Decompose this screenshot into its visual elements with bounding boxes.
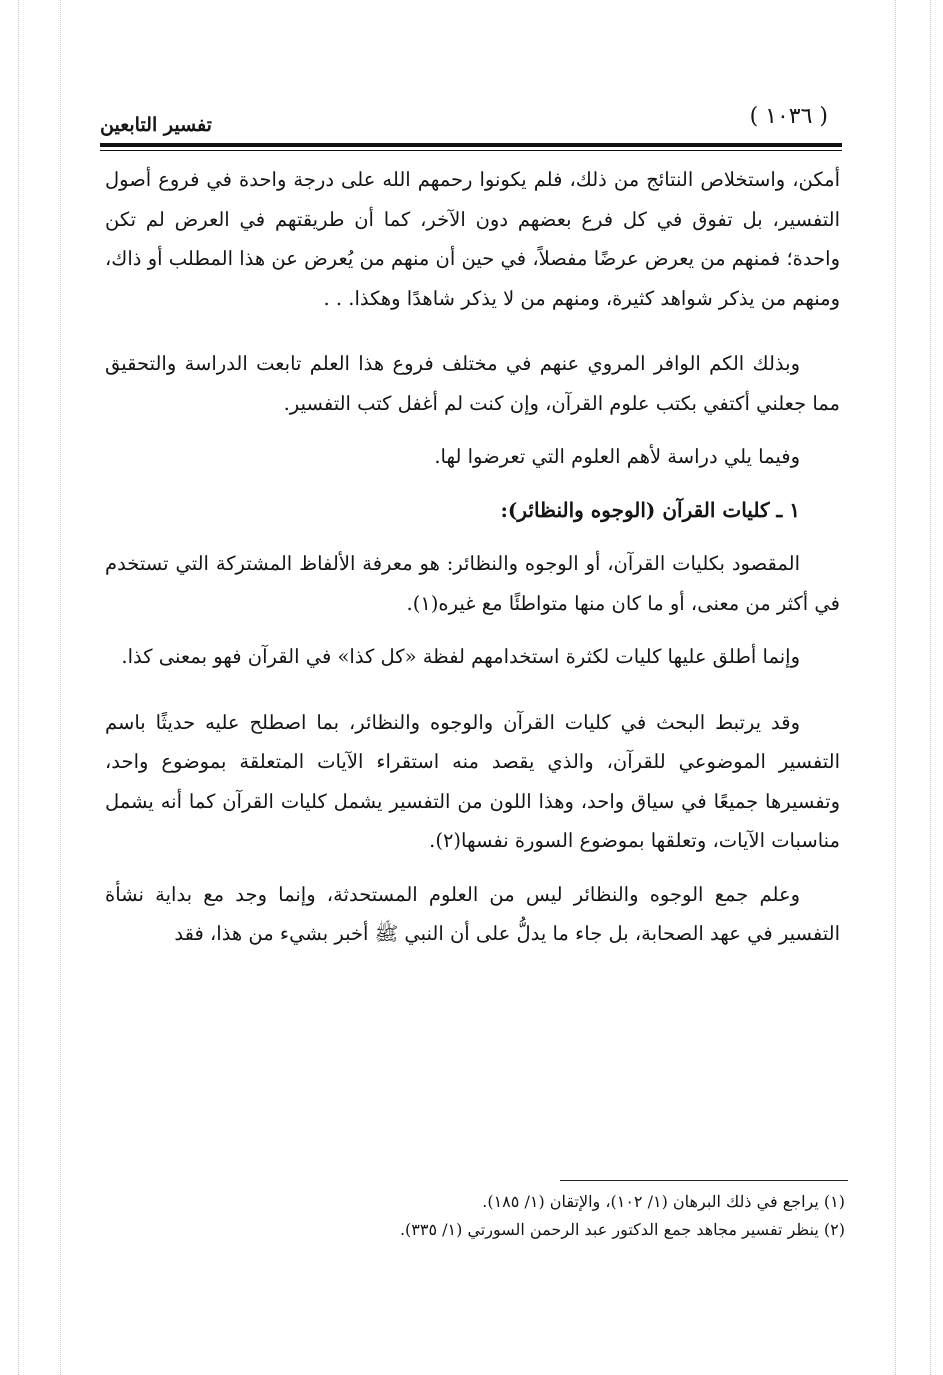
header-rule-thin [100, 150, 842, 151]
header-rule-thick [100, 143, 842, 147]
paragraph: وبذلك الكم الوافر المروي عنهم في مختلف فروع هذا العلم تابعت الدراسة والتحقيق مما جعلني أكتفي بكتب علوم القرآن، وإن كنت لم أغفل كتب التفسير. [105, 352, 840, 415]
page-header [100, 96, 840, 148]
main-text [105, 160, 840, 954]
footnotes [105, 1188, 845, 1244]
paragraph: وإنما أطلق عليها كليات لكثرة استخدامهم لفظة «كل كذا» في القرآن فهو بمعنى كذا. [121, 645, 800, 668]
paragraph: المقصود بكليات القرآن، أو الوجوه والنظائر: هو معرفة الألفاظ المشتركة التي تستخدم في أكثر من معنى، أو ما كان منها متواطئًا مع غيره(١). [105, 552, 840, 615]
section-heading: ١ ـ كليات القرآن (الوجوه والنظائر): [500, 497, 800, 522]
page-number: ( ١٠٣٦ ) [749, 104, 828, 129]
footnote-separator [560, 1180, 848, 1181]
footnote: (١) يراجع في ذلك البرهان (١/ ١٠٢)، والإتقان (١/ ١٨٥). [482, 1192, 845, 1211]
book-title: تفسير التابعين [100, 114, 212, 136]
paragraph: وفيما يلي دراسة لأهم العلوم التي تعرضوا لها. [434, 445, 800, 468]
footnote: (٢) ينظر تفسير مجاهد جمع الدكتور عبد الرحمن السورتي (١/ ٣٣٥). [399, 1220, 845, 1239]
paragraph: وقد يرتبط البحث في كليات القرآن والوجوه والنظائر، بما اصطلح عليه حديثًا باسم التفسير الموضوعي للقرآن، والذي يقصد منه استقراء الآيات المتعلقة بموضوع واحد، وتفسيرها جميعًا في سياق واحد، وهذا اللون من التفسير يشمل كليات القرآن كما أنه يشمل مناسبات الآيات، وتعلقها بموضوع السورة نفسها(٢). [105, 710, 841, 852]
margin-dot-line [895, 0, 896, 1375]
margin-dot-line [930, 0, 931, 1375]
margin-dot-line [60, 0, 61, 1375]
paragraph: وعلم جمع الوجوه والنظائر ليس من العلوم المستحدثة، وإنما وجد مع بداية نشأة التفسير في عهد الصحابة، بل جاء ما يدلُّ على أن النبي ﷺ أخبر بشيء من هذا، فقد [105, 882, 840, 945]
paragraph: أمكن، واستخلاص النتائج من ذلك، فلم يكونوا رحمهم الله على درجة واحدة في فروع أصول التفسير، بل تفوق في كل فرع بعضهم دون الآخر، كما أن طريقتهم في العرض لم تكن واحدة؛ فمنهم من يعرض عرضًا مفصلاً، في حين أن منهم من يُعرض عن هذا المطلب أو ذاك، ومنهم من يذكر شواهد كثيرة، ومنهم من لا يذكر شاهدًا وهكذا. . . [105, 168, 840, 310]
margin-dot-line [18, 0, 19, 1375]
